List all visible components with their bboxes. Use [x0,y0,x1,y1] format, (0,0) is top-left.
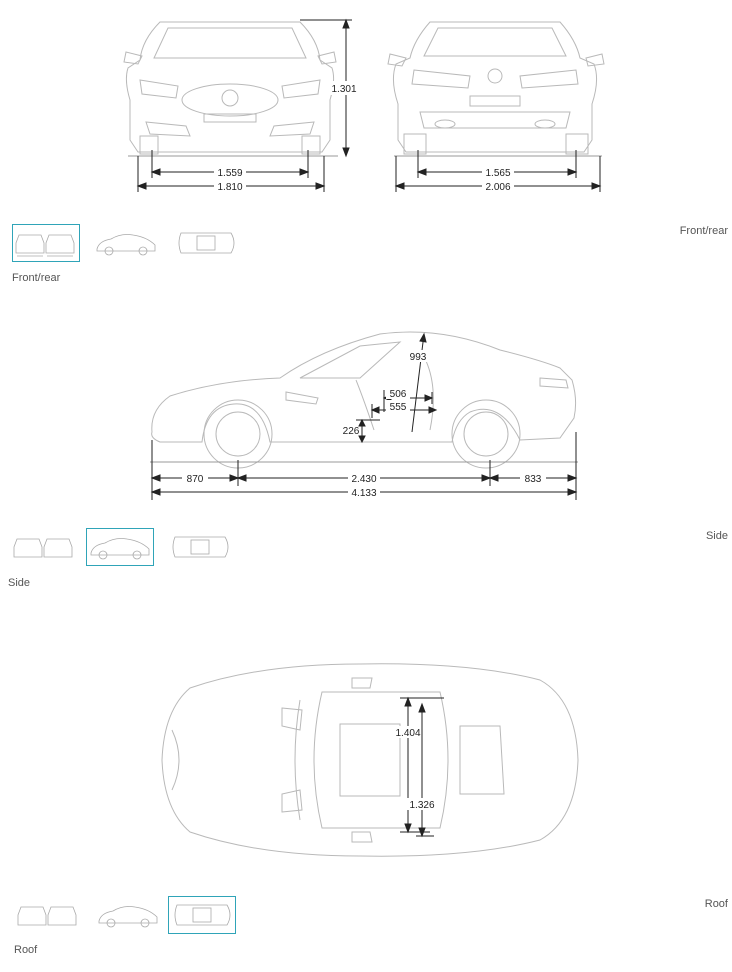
rear-view-car [388,22,604,154]
length-label: 4.133 [351,488,377,499]
height-label: 1.301 [331,84,357,95]
roof-thumbnail[interactable] [168,896,236,934]
top-view-car [162,664,578,856]
wheelbase-label: 2.430 [351,474,377,485]
front-rear-thumbnail[interactable] [14,896,82,934]
front-rear-drawing [0,0,732,200]
roof-thumbnail-icon [169,897,235,933]
side-view-car [152,332,576,468]
roof-thumbnail[interactable] [172,224,240,262]
side-thumbnail-icon [93,225,159,261]
front-rear-thumbnail-icon [11,529,77,565]
front-view-car [124,22,336,154]
side-thumbnail[interactable] [94,896,162,934]
front-rear-thumbnail-strip [10,224,250,264]
front-rear-caption-left: Front/rear [12,272,61,284]
front-track-label: 1.559 [217,168,243,179]
side-thumbnail-strip [10,528,250,568]
roof-thumbnail-icon [167,529,233,565]
front-rear-thumbnail[interactable] [12,224,80,262]
legroom-label: 555 [389,402,407,413]
front-rear-thumbnail-icon [15,897,81,933]
seat-height-label: 226 [342,426,360,437]
rear-width-label: 2.006 [485,182,511,193]
front-rear-caption-right: Front/rear [679,225,728,237]
front-rear-thumbnail[interactable] [10,528,78,566]
roof-caption-right: Roof [704,898,728,910]
front-rear-section [0,0,732,290]
side-caption-right: Side [705,530,728,542]
side-drawing [0,320,732,505]
front-rear-thumbnail-icon [13,225,79,261]
shoulder-width-label: 1.404 [395,728,421,739]
side-thumbnail-icon [87,529,153,565]
side-caption-left: Side [8,577,31,589]
headroom-label: 993 [409,352,427,363]
side-section [0,320,732,595]
roof-thumbnail-strip [10,896,250,936]
side-thumbnail[interactable] [92,224,160,262]
side-thumbnail-icon [95,897,161,933]
roof-section [0,660,732,960]
elbow-width-dimension [416,704,434,836]
seat-depth-label: 506 [389,389,407,400]
roof-drawing [0,660,732,860]
roof-thumbnail[interactable] [166,528,234,566]
front-overhang-label: 870 [186,474,204,485]
seat-height-dimension [356,420,380,442]
rear-track-label: 1.565 [485,168,511,179]
roof-caption-left: Roof [14,944,38,956]
rear-overhang-label: 833 [524,474,542,485]
elbow-width-label: 1.326 [409,800,435,811]
roof-thumbnail-icon [173,225,239,261]
side-thumbnail[interactable] [86,528,154,566]
headroom-dimension [409,334,427,432]
front-width-label: 1.810 [217,182,243,193]
